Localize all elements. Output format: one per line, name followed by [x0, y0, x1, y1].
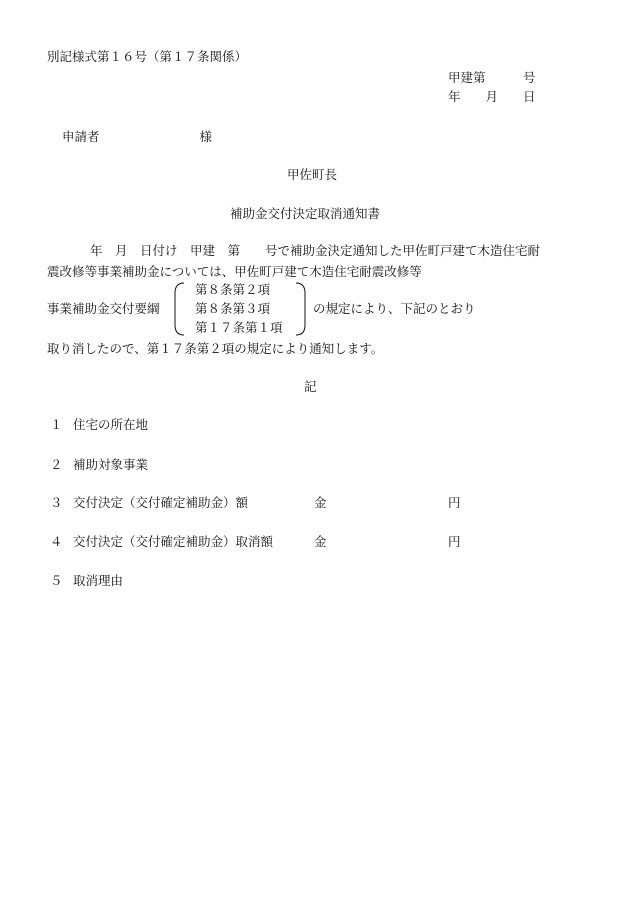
kin-label: 金	[314, 534, 327, 549]
document-date: 年 月 日	[448, 89, 536, 104]
ki-heading: 記	[304, 379, 317, 394]
issuer: 甲佐町長	[287, 167, 338, 182]
item-label: 交付決定（交付確定補助金）取消額	[73, 534, 274, 549]
body-line-4: 取り消したので、第１７条第２項の規定により通知します。	[47, 341, 384, 356]
right-brace-icon	[294, 281, 310, 337]
document-number: 甲建第 号	[448, 70, 536, 85]
kin-label: 金	[314, 495, 327, 510]
brace-option-2: 第８条第３項	[195, 301, 271, 316]
document-title: 補助金交付決定取消通知書	[230, 206, 381, 221]
item-label: 交付決定（交付確定補助金）額	[73, 495, 249, 510]
body-line-1: 年 月 日付け 甲建 第 号で補助金決定通知した甲佐町戸建て木造住宅耐	[90, 243, 541, 258]
item-number: １	[50, 417, 63, 432]
brace-option-1: 第８条第２項	[195, 282, 271, 297]
left-brace-icon	[170, 281, 186, 337]
body-line-3-prefix: 事業補助金交付要綱	[47, 301, 160, 316]
body-line-3-suffix: の規定により、下記のとおり	[313, 301, 476, 316]
body-line-2: 震改修等事業補助金については、甲佐町戸建て木造住宅耐震改修等	[47, 264, 422, 279]
form-id: 別記様式第１６号（第１７条関係）	[47, 49, 248, 64]
item-number: ５	[50, 573, 63, 588]
item-label: 補助対象事業	[73, 457, 149, 472]
addressee: 申請者 様	[62, 129, 213, 144]
yen-label: 円	[448, 495, 461, 510]
item-number: ３	[50, 495, 63, 510]
yen-label: 円	[448, 534, 461, 549]
item-number: ２	[50, 457, 63, 472]
item-number: ４	[50, 534, 63, 549]
brace-option-3: 第１７条第１項	[195, 320, 283, 335]
item-label: 住宅の所在地	[73, 417, 149, 432]
item-label: 取消理由	[73, 573, 124, 588]
